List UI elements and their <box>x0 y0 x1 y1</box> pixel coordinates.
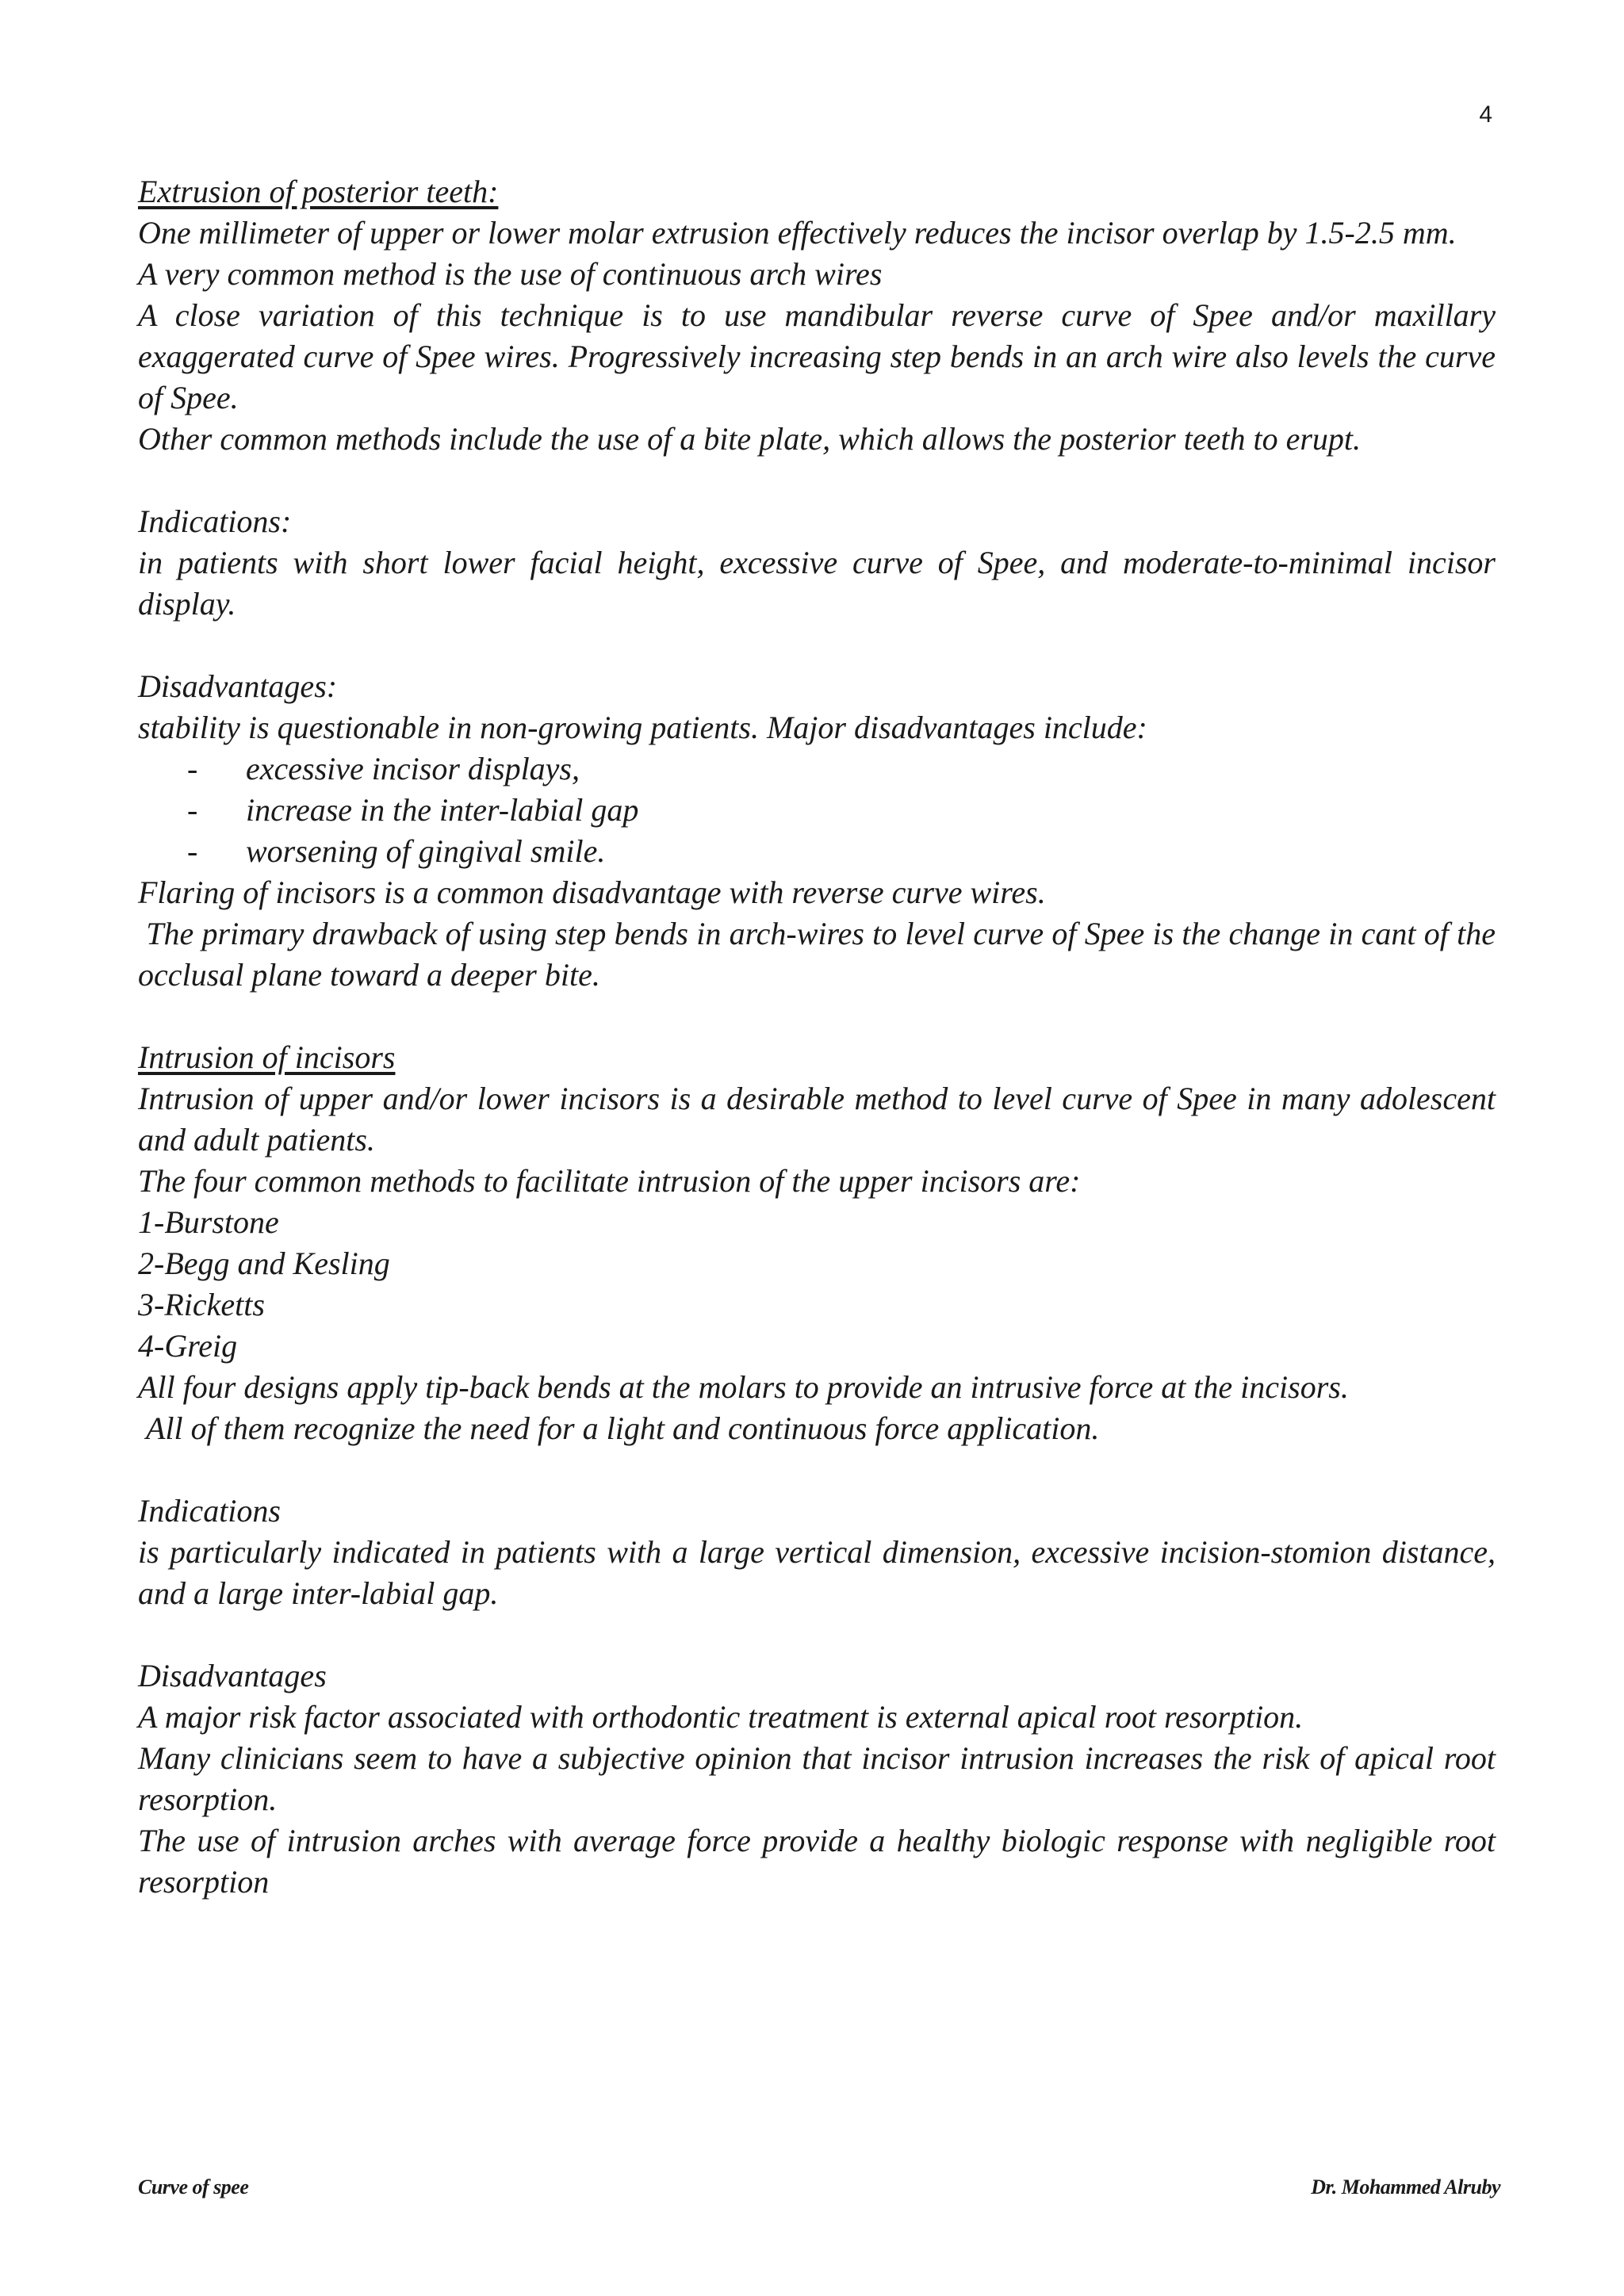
list-item-text: increase in the inter-labial gap <box>246 792 639 828</box>
list-item <box>138 748 1496 790</box>
disadvantages-intro: stability is questionable in non-growing patients. Major disadvantages include: <box>138 710 1147 745</box>
list-dash: - <box>187 792 198 828</box>
indications-heading: Indications <box>138 1493 281 1529</box>
indications-text: in patients with short lower facial height, excessive curve of Spee, and moderate-to-minimal incisor display. <box>138 545 1496 622</box>
paragraph: All of them recognize the need for a light and continuous force application. <box>138 1410 1100 1446</box>
method-item: 4-Greig <box>138 1328 238 1364</box>
paragraph: Many clinicians seem to have a subjective opinion that incisor intrusion increases the risk of apical root resorption. <box>138 1740 1496 1817</box>
footer-author: Dr. Mohammed Alruby <box>1311 2175 1500 2198</box>
paragraph: The primary drawback of using step bends in arch-wires to level curve of Spee is the change in cant of the occlusal plane toward a deeper bite. <box>138 916 1504 993</box>
list-dash: - <box>187 833 198 869</box>
method-item: 2-Begg and Kesling <box>138 1246 390 1281</box>
paragraph: The four common methods to facilitate intrusion of the upper incisors are: <box>138 1163 1081 1199</box>
paragraph: A major risk factor associated with orthodontic treatment is external apical root resorption. <box>138 1699 1304 1735</box>
page-number: 4 <box>1479 101 1492 128</box>
disadvantages-list <box>138 748 1496 872</box>
section-title-intrusion: Intrusion of incisors <box>138 1039 396 1075</box>
indications-heading: Indications: <box>138 503 292 539</box>
list-dash: - <box>187 751 198 786</box>
paragraph: Intrusion of upper and/or lower incisors is a desirable method to level curve of Spee in many adolescent and adult patients. <box>138 1081 1496 1158</box>
disadvantages-heading: Disadvantages <box>138 1658 327 1693</box>
disadvantages-heading: Disadvantages: <box>138 668 338 704</box>
paragraph: One millimeter of upper or lower molar extrusion effectively reduces the incisor overlap by 1.5-2.5 mm. <box>138 215 1457 251</box>
method-item: 3-Ricketts <box>138 1287 265 1322</box>
paragraph: The use of intrusion arches with average force provide a healthy biologic response with negligible root resorption <box>138 1823 1496 1900</box>
list-item-text: excessive incisor displays, <box>246 751 580 786</box>
list-item <box>138 831 1496 872</box>
section-title-extrusion: Extrusion of posterior teeth: <box>138 174 499 209</box>
paragraph: All four designs apply tip-back bends at the molars to provide an intrusive force at the incisors. <box>138 1369 1349 1405</box>
document-body <box>138 171 1504 1903</box>
paragraph: Flaring of incisors is a common disadvantage with reverse curve wires. <box>138 874 1046 910</box>
paragraph: Other common methods include the use of a bite plate, which allows the posterior teeth to erupt. <box>138 421 1362 457</box>
list-item <box>138 790 1496 831</box>
paragraph: A close variation of this technique is to use mandibular reverse curve of Spee and/or maxillary exaggerated curve of Spee wires. Progressively increasing step bends in an arch wire also levels the curve of Spee. <box>138 297 1496 415</box>
list-item-text: worsening of gingival smile. <box>246 833 606 869</box>
indications-text: is particularly indicated in patients with a large vertical dimension, excessive incision-stomion distance, and a large inter-labial gap. <box>138 1534 1496 1611</box>
footer-title: Curve of spee <box>138 2175 249 2198</box>
paragraph: A very common method is the use of continuous arch wires <box>138 256 883 292</box>
method-item: 1-Burstone <box>138 1204 279 1240</box>
